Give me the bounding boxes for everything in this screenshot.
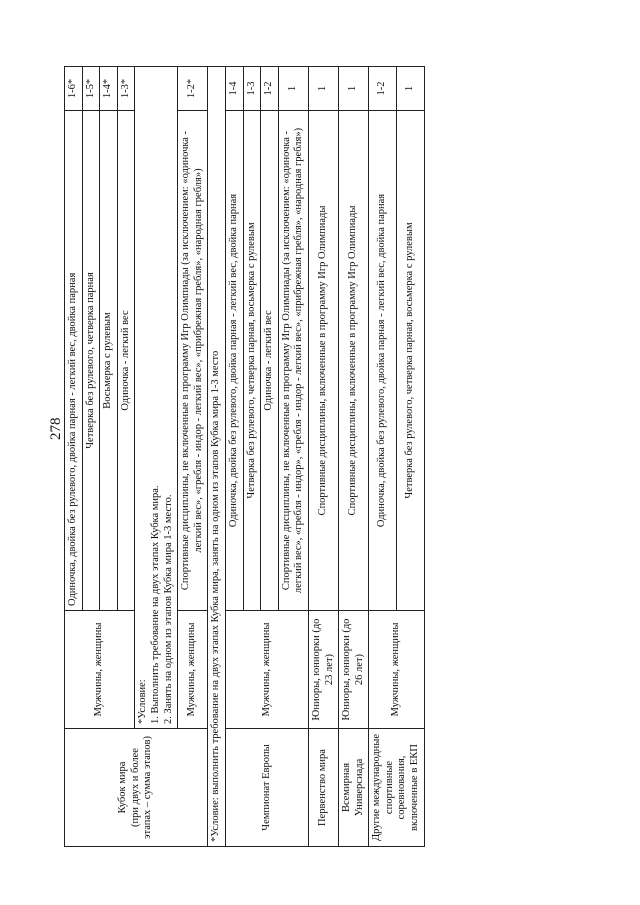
event-cell: Кубок мира (при двух и более этапах – сумма этапов) — [65, 729, 208, 847]
place-cell: 1-3* — [117, 67, 135, 111]
table-row — [225, 67, 243, 847]
discipline-cell: Спортивные дисциплины, включенные в программу Игр Олимпиады — [339, 111, 369, 611]
place-cell: 1 — [339, 67, 369, 111]
discipline-cell: Четверка без рулевого, четверка парная, восьмерка с рулевым — [243, 111, 261, 611]
discipline-cell: Одиночка - легкий вес — [261, 111, 279, 611]
place-cell: 1-4 — [225, 67, 243, 111]
discipline-cell: Одиночка - легкий вес — [117, 111, 135, 611]
place-cell: 1 — [396, 67, 424, 111]
discipline-cell: Одиночка, двойка без рулевого, двойка парная - легкий вес, двойка парная — [369, 111, 397, 611]
event-cell: Чемпионат Европы — [225, 729, 308, 847]
table-row — [208, 67, 226, 847]
discipline-cell: Спортивные дисциплины, включенные в программу Игр Олимпиады — [308, 111, 338, 611]
discipline-cell: Четверка без рулевого, четверка парная — [82, 111, 100, 611]
place-cell: 1-3 — [243, 67, 261, 111]
table-row — [308, 67, 338, 847]
place-cell: 1-2* — [178, 67, 208, 111]
page-number: 278 — [48, 417, 64, 440]
place-cell: 1 — [278, 67, 308, 111]
rotated-table-container — [64, 67, 624, 847]
discipline-cell: Спортивные дисциплины, не включенные в программу Игр Олимпиады (за исключением: «одиночка - легкий вес», «гребля - индор», «гребля - индор - легкий вес», «прибрежная гребля», «народная гребля») — [278, 111, 308, 611]
group-cell: Мужчины, женщины — [178, 611, 208, 729]
discipline-cell: Восьмерка с рулевым — [100, 111, 118, 611]
place-cell: 1-2 — [261, 67, 279, 111]
condition-note: *Условие: выполнить требование на двух этапах Кубка мира, занять на одном из этапов Кубка мира 1-3 место — [208, 67, 226, 847]
place-cell: 1 — [308, 67, 338, 111]
group-cell: Юниоры, юниорки (до 26 лет) — [339, 611, 369, 729]
table-row — [369, 67, 397, 847]
group-cell: Мужчины, женщины — [369, 611, 424, 729]
place-cell: 1-5* — [82, 67, 100, 111]
place-cell: 1-4* — [100, 67, 118, 111]
group-cell: Мужчины, женщины — [225, 611, 308, 729]
discipline-cell: Одиночка, двойка без рулевого, двойка парная - легкий вес, двойка парная — [65, 111, 83, 611]
group-cell: Юниоры, юниорки (до 23 лет) — [308, 611, 338, 729]
event-cell: Всемирная Универсиада — [339, 729, 369, 847]
discipline-cell: Спортивные дисциплины, не включенные в программу Игр Олимпиады (за исключением: «одиночка - легкий вес», «гребля - индор - легкий вес», «прибрежная гребля», «народная гребля») — [178, 111, 208, 611]
event-cell: Первенство мира — [308, 729, 338, 847]
discipline-cell: Четверка без рулевого, четверка парная, восьмерка с рулевым — [396, 111, 424, 611]
event-cell: Другие международные спортивные соревнования, включенные в ЕКП — [369, 729, 424, 847]
table-row — [65, 67, 83, 847]
place-cell: 1-6* — [65, 67, 83, 111]
table-row — [339, 67, 369, 847]
place-cell: 1-2 — [369, 67, 397, 111]
group-cell: Мужчины, женщины — [65, 611, 135, 729]
condition-note: *Условие: 1. Выполнить требование на двух этапах Кубка мира. 2. Занять на одном из этапов Кубка мира 1-3 место. — [135, 67, 178, 729]
ranking-requirements-table — [64, 66, 425, 847]
discipline-cell: Одиночка, двойка без рулевого, двойка парная - легкий вес, двойка парная — [225, 111, 243, 611]
